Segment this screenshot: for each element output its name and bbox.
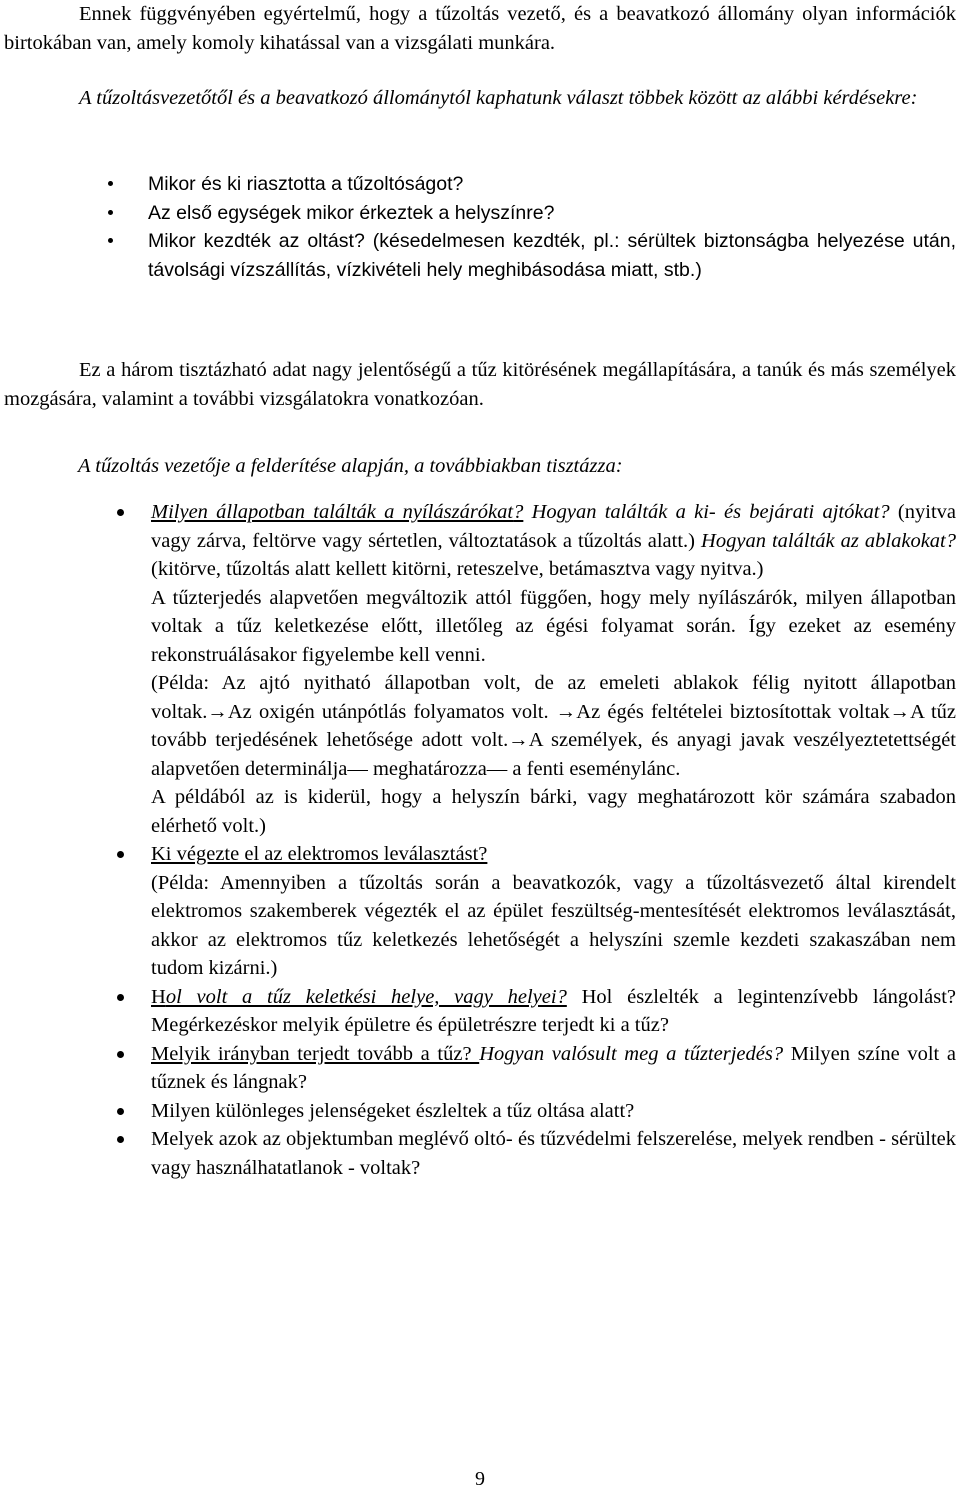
list-item: Az első egységek mikor érkeztek a helyszínre?	[148, 199, 956, 228]
bullet-icon	[108, 238, 113, 243]
bullet-icon	[117, 1108, 124, 1115]
list-item-phenomena: Milyen különleges jelenségeket észleltek a tűz oltása alatt?	[151, 1097, 956, 1126]
list-item-spread: Melyik irányban terjedt tovább a tűz? Hogyan valósult meg a tűzterjedés? Milyen színe volt a tűznek és lángnak?	[151, 1040, 956, 1097]
list-item-origin: Hol volt a tűz keletkési helye, vagy helyei? Hol észlelték a legintenzívebb lángolást? Megérkezéskor melyik épületre és épületrészre terjedt ki a tűz?	[151, 983, 956, 1040]
list-item-openings: Milyen állapotban találták a nyílászárókat? Hogyan találták a ki- és bejárati ajtókat? (nyitva vagy zárva, feltörve vagy sértetlen, változtatások a tűzoltás alatt.) Hogyan találták az ablakokat? (kitörve, tűzoltás alatt kellett kitörni, reteszelve, betámasztva vagy nyitva.) A tűzterjedés alapvetően megváltozik attól függően, hogy mely nyílászárók, milyen állapotban voltak a tűz keletkezése előtt, illetőleg az égési folyamat során. Így ezeket az esemény rekonstruálásakor figyelembe kell venni. (Példa: Az ajtó nyitható állapotban volt, de az emeleti ablakok félig nyitott állapotban voltak.→Az oxigén utánpótlás folyamatos volt. →Az égés feltételei biztosítottak voltak→A tűz tovább terjedésének lehetősége adott volt.→A személyek, és anyagi javak veszélyeztetettségét alapvetően determinálja— meghatározza— a fenti eseménylánc. A példából az is kiderül, hogy a helyszín bárki, vagy meghatározott kör számára szabadon elérhető volt.)	[151, 498, 956, 840]
paragraph-questions-intro: A tűzoltásvezetőtől és a beavatkozó állománytól kaphatunk választ többek között az alábbi kérdésekre:	[79, 87, 918, 109]
question-list-clarify	[151, 498, 956, 1182]
bullet-icon	[117, 1136, 124, 1143]
bullet-icon	[117, 851, 124, 858]
paragraph-intro: Ennek függvényében egyértelmű, hogy a tűzoltás vezető, és a beavatkozó állomány olyan információk birtokában van, amely komoly kihatással van a vizsgálati munkára.	[4, 3, 956, 54]
list-item-electrical: Ki végezte el az elektromos leválasztást? (Példa: Amennyiben a tűzoltás során a beavatkozók, vagy a tűzoltásvezető által kirendelt elektromos szakemberek végezték el az épület feszültség-mentesítését elektromos leválasztását, akkor az elektromos tűz keletkezés lehetőségét a helyszíni szemle kezdeti szakaszában nem tudom kizárni.)	[151, 840, 956, 983]
bullet-icon	[117, 1051, 124, 1058]
paragraph-clarify-intro: A tűzoltás vezetője a felderítése alapján, a továbbiakban tisztázza:	[78, 455, 623, 477]
list-item: Mikor és ki riasztotta a tűzoltóságot?	[148, 170, 956, 199]
list-item: Mikor kezdték az oltást? (késedelmesen kezdték, pl.: sérültek biztonságba helyezése után, távolsági vízszállítás, vízkivételi hely meghibásodása miatt, stb.)	[148, 227, 956, 284]
bullet-icon	[108, 181, 113, 186]
paragraph-summary: Ez a három tisztázható adat nagy jelentőségű a tűz kitörésének megállapítására, a tanúk és más személyek mozgására, valamint a további vizsgálatokra vonatkozóan.	[4, 359, 956, 410]
question-list-timing	[148, 170, 956, 284]
bullet-icon	[117, 509, 124, 516]
page-number: 9	[475, 1468, 485, 1490]
bullet-icon	[117, 994, 124, 1001]
bullet-icon	[108, 210, 113, 215]
list-item-equipment: Melyek azok az objektumban meglévő oltó- és tűzvédelmi felszerelése, melyek rendben - sérültek vagy használhatatlanok - voltak?	[151, 1125, 956, 1182]
